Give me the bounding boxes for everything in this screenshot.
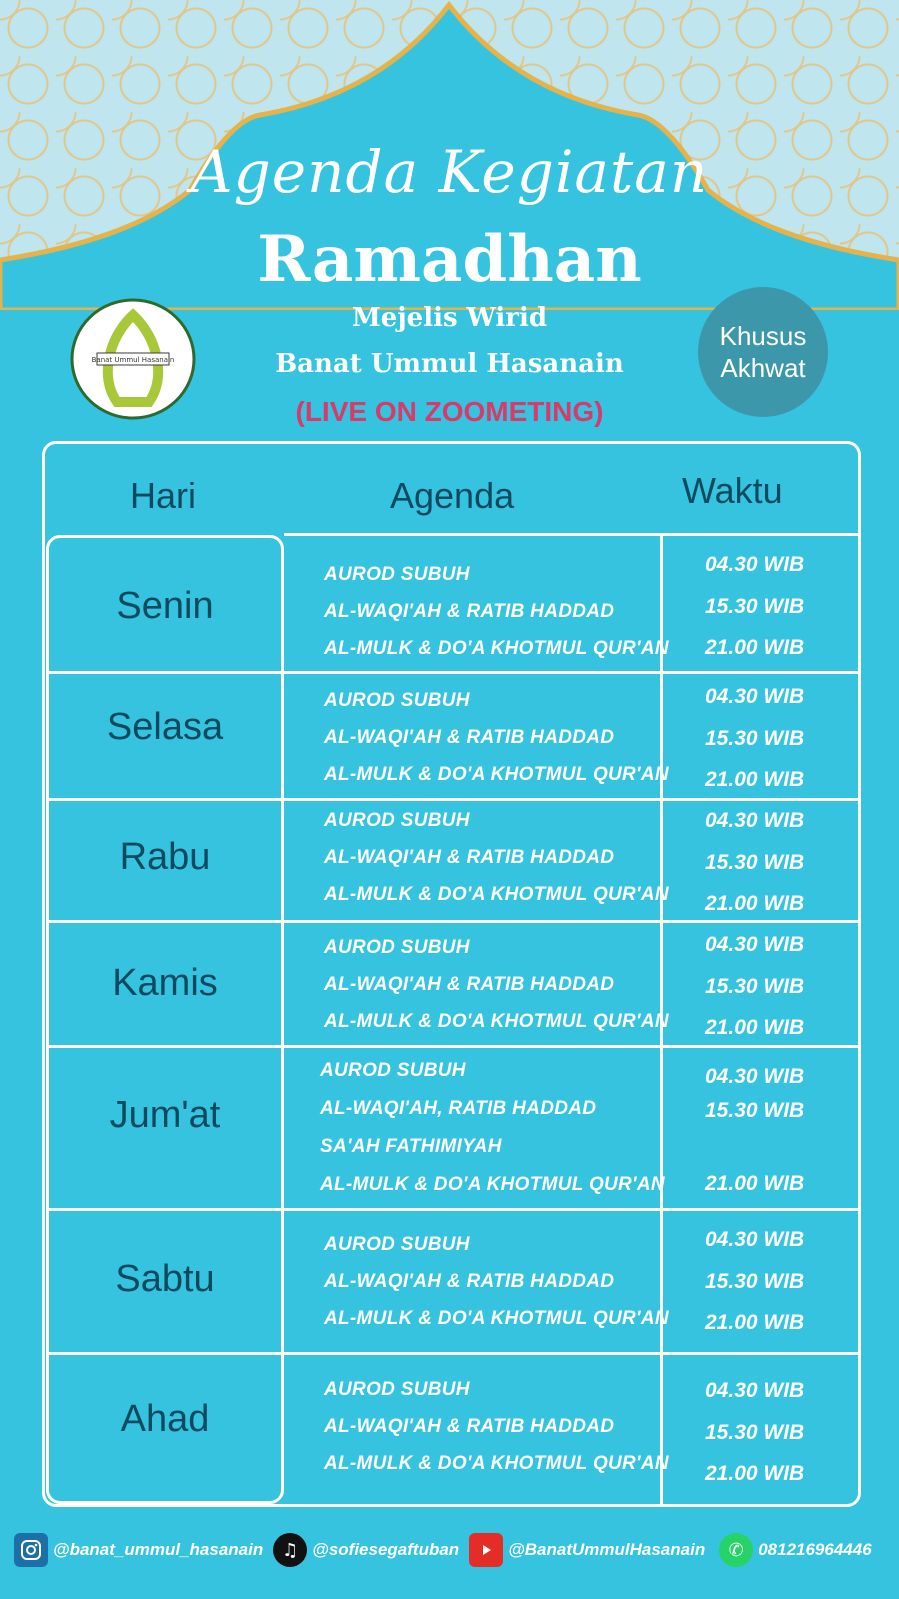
khusus-akhwat-badge [698,287,828,417]
time: 15.30 WIB [705,1421,805,1444]
day-kamis: Kamis [112,962,218,1004]
social-footer [14,1530,894,1570]
activity: AL-MULK & DO'A KHOTMUL QUR'AN [324,884,669,905]
main-title: Ramadhan [257,222,642,297]
header-day: Hari [130,475,197,516]
activity: AL-WAQI'AH & RATIB HADDAD [324,601,615,622]
day-selasa: Selasa [106,706,224,748]
time: 04.30 WIB [705,933,805,956]
tiktok-handle: @sofiesegaftuban [312,1540,460,1559]
time: 21.00 WIB [705,1311,805,1334]
time: 15.30 WIB [705,727,805,750]
time: 21.00 WIB [705,1172,805,1195]
time: 04.30 WIB [705,553,805,576]
activity: AL-WAQI'AH & RATIB HADDAD [324,1416,615,1437]
tiktok-icon: ♫ [273,1533,307,1567]
time: 21.00 WIB [705,892,805,915]
activity: AL-MULK & DO'A KHOTMUL QUR'AN [324,638,669,659]
time: 04.30 WIB [705,1065,805,1088]
activity: AL-MULK & DO'A KHOTMUL QUR'AN [324,1308,669,1329]
time: 04.30 WIB [705,809,805,832]
time: 15.30 WIB [705,851,805,874]
day-column [46,535,284,1504]
tiktok-link[interactable] [273,1533,459,1567]
badge-line2: Akhwat [720,353,806,383]
activity: AL-WAQI'AH & RATIB HADDAD [324,727,615,748]
activity: AL-WAQI'AH & RATIB HADDAD [324,974,615,995]
header-agenda: Agenda [390,475,515,516]
activity: AUROD SUBUH [324,564,470,585]
row-divider [46,920,860,923]
time: 21.00 WIB [705,768,805,791]
badge-line1: Khusus [719,320,807,351]
logo-text: Banat Ummul Hasanain [91,356,175,364]
activity: AUROD SUBUH [320,1060,466,1081]
whatsapp-link[interactable] [719,1533,871,1567]
instagram-icon [14,1533,48,1567]
time: 15.30 WIB [705,975,805,998]
day-jumat: Jum'at [109,1094,221,1136]
youtube-link[interactable] [469,1533,705,1567]
activity: AL-MULK & DO'A KHOTMUL QUR'AN [324,1453,669,1474]
row-divider [46,798,860,801]
time: 15.30 WIB [705,1099,805,1122]
logo [69,297,197,421]
script-title: Agenda Kegiatan [190,138,709,206]
activity: SA'AH FATHIMIYAH [320,1136,502,1157]
time: 04.30 WIB [705,1228,805,1251]
activity: AL-WAQI'AH & RATIB HADDAD [324,847,615,868]
time: 04.30 WIB [705,685,805,708]
instagram-handle: @banat_ummul_hasanain [53,1540,264,1559]
whatsapp-number: 081216964446 [758,1540,872,1559]
row-divider [46,1045,860,1048]
day-rabu: Rabu [119,836,211,878]
row-divider [46,1352,860,1355]
day-ahad: Ahad [120,1398,210,1440]
header-divider [284,533,860,536]
time: 04.30 WIB [705,1379,805,1402]
activity: AL-MULK & DO'A KHOTMUL QUR'AN [320,1174,665,1195]
time: 21.00 WIB [705,1016,805,1039]
youtube-icon [469,1533,503,1567]
activity: AUROD SUBUH [324,1379,470,1400]
time: 15.30 WIB [705,595,805,618]
row-divider [46,671,860,674]
activity: AUROD SUBUH [324,810,470,831]
youtube-handle: @BanatUmmulHasanain [508,1540,706,1559]
activity: AUROD SUBUH [324,690,470,711]
subtitle-line1: Mejelis Wirid [351,303,548,333]
activity: AL-WAQI'AH, RATIB HADDAD [320,1098,597,1119]
instagram-link[interactable] [14,1533,263,1567]
activity: AUROD SUBUH [324,1234,470,1255]
time: 21.00 WIB [705,636,805,659]
activity: AUROD SUBUH [324,937,470,958]
activity: AL-MULK & DO'A KHOTMUL QUR'AN [324,1011,669,1032]
day-senin: Senin [116,585,214,627]
day-sabtu: Sabtu [115,1258,215,1300]
activity: AL-WAQI'AH & RATIB HADDAD [324,1271,615,1292]
live-label: (LIVE ON ZOOMETING) [295,396,604,427]
whatsapp-icon: ✆ [719,1533,753,1567]
time: 21.00 WIB [705,1462,805,1485]
header-time: Waktu [682,470,783,511]
activity: AL-MULK & DO'A KHOTMUL QUR'AN [324,764,669,785]
row-divider [46,1208,860,1211]
subtitle-line2: Banat Ummul Hasanain [275,349,624,379]
time: 15.30 WIB [705,1270,805,1293]
